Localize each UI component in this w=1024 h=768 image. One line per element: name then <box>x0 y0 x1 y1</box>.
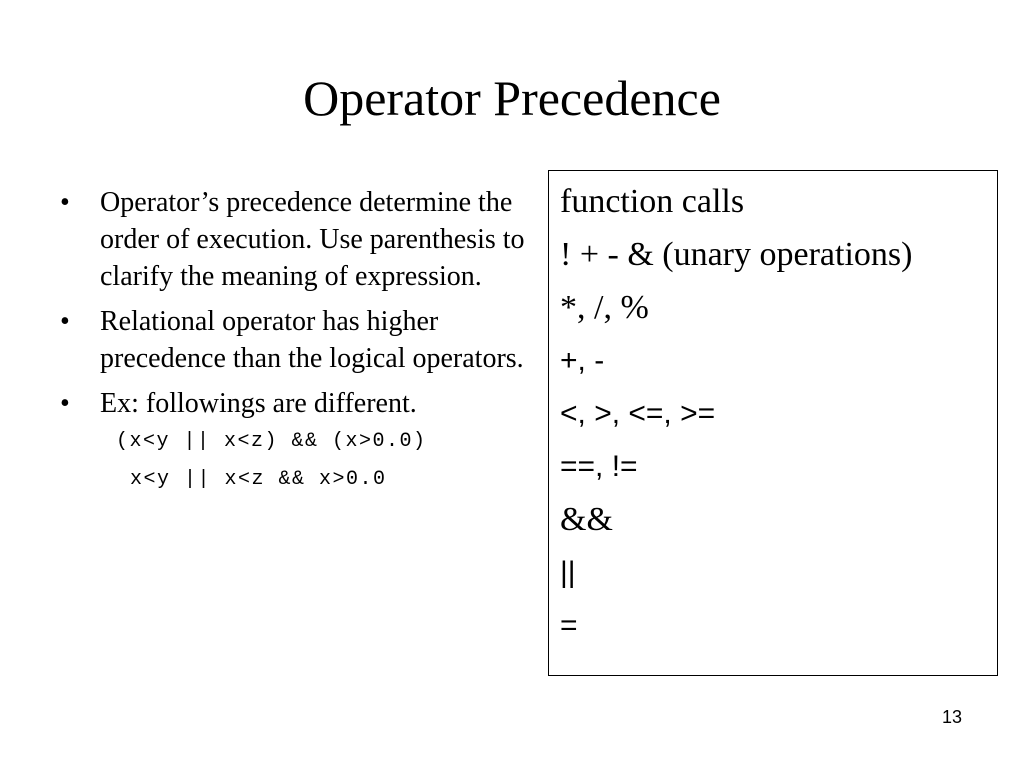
bullet-text: Ex: followings are different. <box>100 388 417 419</box>
precedence-row: = <box>560 609 578 642</box>
precedence-row: && <box>560 501 613 538</box>
precedence-row: <, >, <=, >= <box>560 397 716 430</box>
bullet-item <box>56 184 526 295</box>
bullet-text: Relational operator has higher precedence than the logical operators. <box>100 306 524 374</box>
precedence-table <box>548 170 998 676</box>
bullet-text: Operator’s precedence determine the order of execution. Use parenthesis to clarify the meaning of expression. <box>100 187 525 292</box>
bullet-list <box>56 184 526 492</box>
precedence-row: *, /, % <box>560 289 649 326</box>
precedence-row: +, - <box>560 344 605 377</box>
precedence-row: || <box>560 556 576 589</box>
precedence-row: ! + - & (unary operations) <box>560 236 913 273</box>
precedence-row: function calls <box>560 183 745 220</box>
bullet-item <box>56 385 526 422</box>
slide-title: Operator Precedence <box>303 70 721 126</box>
precedence-row: ==, != <box>560 450 638 483</box>
bullet-marker: • <box>60 187 70 218</box>
bullet-marker: • <box>60 388 70 419</box>
code-example: (x<y || x<z) && (x>0.0) <box>116 430 427 453</box>
slide-number: 13 <box>941 707 962 727</box>
bullet-marker: • <box>60 306 70 337</box>
bullet-item <box>56 303 526 377</box>
code-example: x<y || x<z && x>0.0 <box>130 468 387 491</box>
